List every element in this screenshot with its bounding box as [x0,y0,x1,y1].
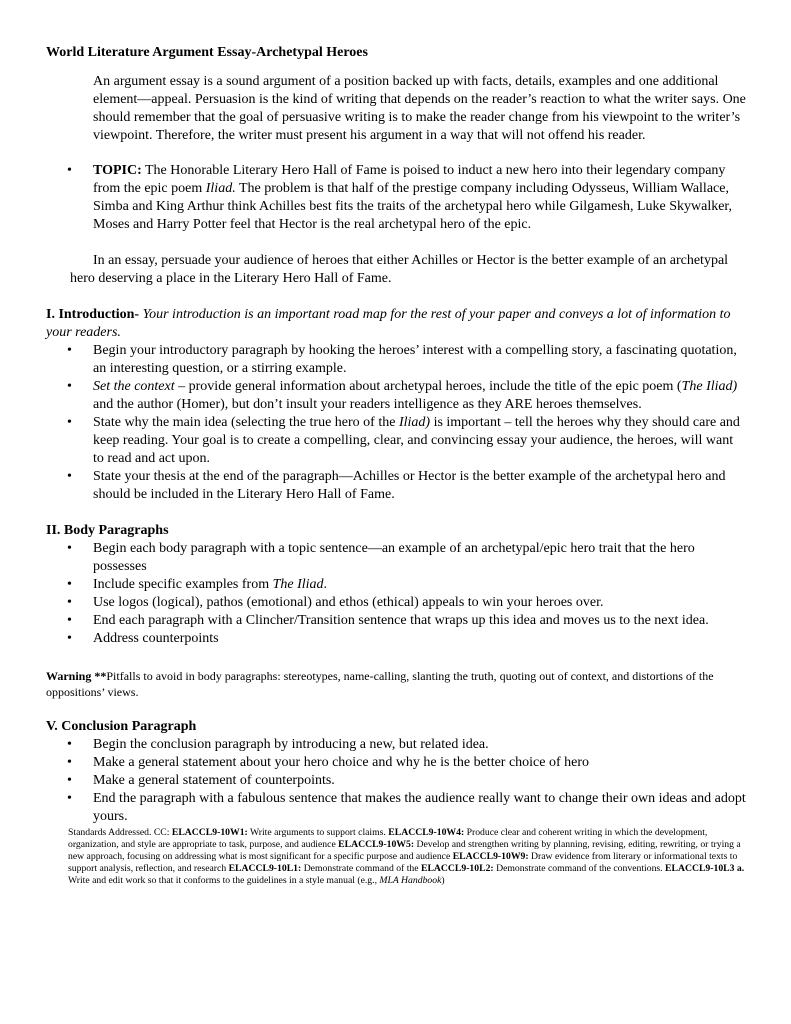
bullet-icon: • [67,379,72,394]
topic-poem-title: Iliad. [205,181,236,196]
list-item: • Make a general statement about your hero choice and why he is the better choice of hero [67,755,590,770]
list-item: • State why the main idea (selecting the true hero of the Iliad) is important – tell the heroes why they should care and keep reading. Your goal is to create a compelling, clear, and convincing essay your audience, the heroes, will want to read and act upon. [67,415,740,466]
list-item: • Address counterpoints [67,631,219,646]
body-list [46,540,746,648]
list-item: • State your thesis at the end of the paragraph—Achilles or Hector is the better example of the archetypal hero and should be included in the Literary Hero Hall of Fame. [67,469,726,502]
topic-text: The Honorable Literary Hero Hall of Fame is poised to induct a new hero into their legendary company from the epic poem [93,163,726,196]
bullet-icon: • [67,343,72,358]
bullet-icon: • [67,755,72,770]
list-item: • Begin your introductory paragraph by hooking the heroes’ interest with a compelling story, a fascinating quotation, an interesting question, or a stirring example. [67,343,737,376]
body-heading: II. Body Paragraphs [46,523,169,538]
document-title: World Literature Argument Essay-Archetypal Heroes [46,45,368,60]
bullet-icon: • [67,773,72,788]
introduction-list [46,342,746,504]
list-item: • Begin each body paragraph with a topic sentence—an example of an archetypal/epic hero trait that the hero possesses [67,541,695,574]
bullet-icon: • [67,469,72,484]
topic-item [46,162,746,234]
bullet-icon: • [67,541,72,556]
body-heading-line [46,522,746,540]
bullet-icon: • [67,577,72,592]
warning-label: Warning ** [46,669,107,683]
topic-text-continued: The problem is that half of the prestige company including Odysseus, William Wallace, Simba and King Arthur think Achilles best fits the traits of the archetypal hero while Gilgamesh, Luke Skywalker, Moses and Harry Potter feel that Hector is the real archetypal hero of the epic. [93,181,733,232]
conclusion-heading-line [46,718,746,736]
standards-footnote: Standards Addressed. CC: ELACCL9-10W1: Write arguments to support claims. ELACCL9-10W4: Produce clear and coherent writing in which the development, organization, and style are appropriate to task, purpose, and audience ELACCL9-10W5: Develop and strengthen writing by planning, revising, editing, rewriting, or trying a new approach, focusing on addressing what is most significant for a specific purpose and audience ELACCL9-10W9: Draw evidence from literary or informational texts to support analysis, reflection, and research ELACCL9-10L1: Demonstrate command of the ELACCL9-10L2: Demonstrate command of the conventions. ELACCL9-10L3 a. Write and edit work so that it conforms to the guidelines in a style manual (e.g., MLA Handbook) [68,827,745,886]
introduction-subtitle: Your introduction is an important road map for the rest of your paper and conveys a lot of information to your readers. [46,307,731,340]
introduction-heading-line [46,306,746,342]
list-item: • Include specific examples from The Iliad. [67,577,328,592]
list-item: • Use logos (logical), pathos (emotional) and ethos (ethical) appeals to win your heroes over. [67,595,604,610]
warning-text: Pitfalls to avoid in body paragraphs: stereotypes, name-calling, slanting the truth, quoting out of context, and distortions of the oppositions’ views. [46,669,714,699]
topic-list [46,162,746,234]
bullet-icon: • [67,163,72,178]
bullet-icon: • [67,595,72,610]
list-item: • End each paragraph with a Clincher/Transition sentence that wraps up this idea and moves us to the next idea. [67,613,709,628]
document-page [46,44,746,887]
essay-prompt: In an essay, persuade your audience of heroes that either Achilles or Hector is the better example of an archetypal hero deserving a place in the Literary Hero Hall of Fame. [70,253,729,286]
intro-paragraph: An argument essay is a sound argument of a position backed up with facts, details, examples and one additional element—appeal. Persuasion is the kind of writing that depends on the reader’s reaction to what the writer says. One should remember that the goal of persuasive writing is to make the reader change from his viewpoint to the writer’s viewpoint. Therefore, the writer must present his argument in a way that will not offend his reader. [93,74,746,143]
bullet-icon: • [67,415,72,430]
warning-note [46,668,746,700]
bullet-icon: • [67,791,72,806]
list-item: • Set the context – provide general information about archetypal heroes, include the title of the epic poem (The Iliad) and the author (Homer), but don’t insult your readers intelligence as they ARE heroes themselves. [67,379,738,412]
bullet-icon: • [67,613,72,628]
topic-label: TOPIC: [93,163,142,178]
introduction-heading: I. Introduction- [46,307,140,322]
bullet-icon: • [67,631,72,646]
conclusion-list [46,736,746,826]
bullet-icon: • [67,737,72,752]
list-item: • Make a general statement of counterpoints. [67,773,335,788]
list-item: • Begin the conclusion paragraph by introducing a new, but related idea. [67,737,489,752]
list-item: • End the paragraph with a fabulous sentence that makes the audience really want to change their own ideas and adopt yours. [67,791,746,824]
conclusion-heading: V. Conclusion Paragraph [46,719,197,734]
